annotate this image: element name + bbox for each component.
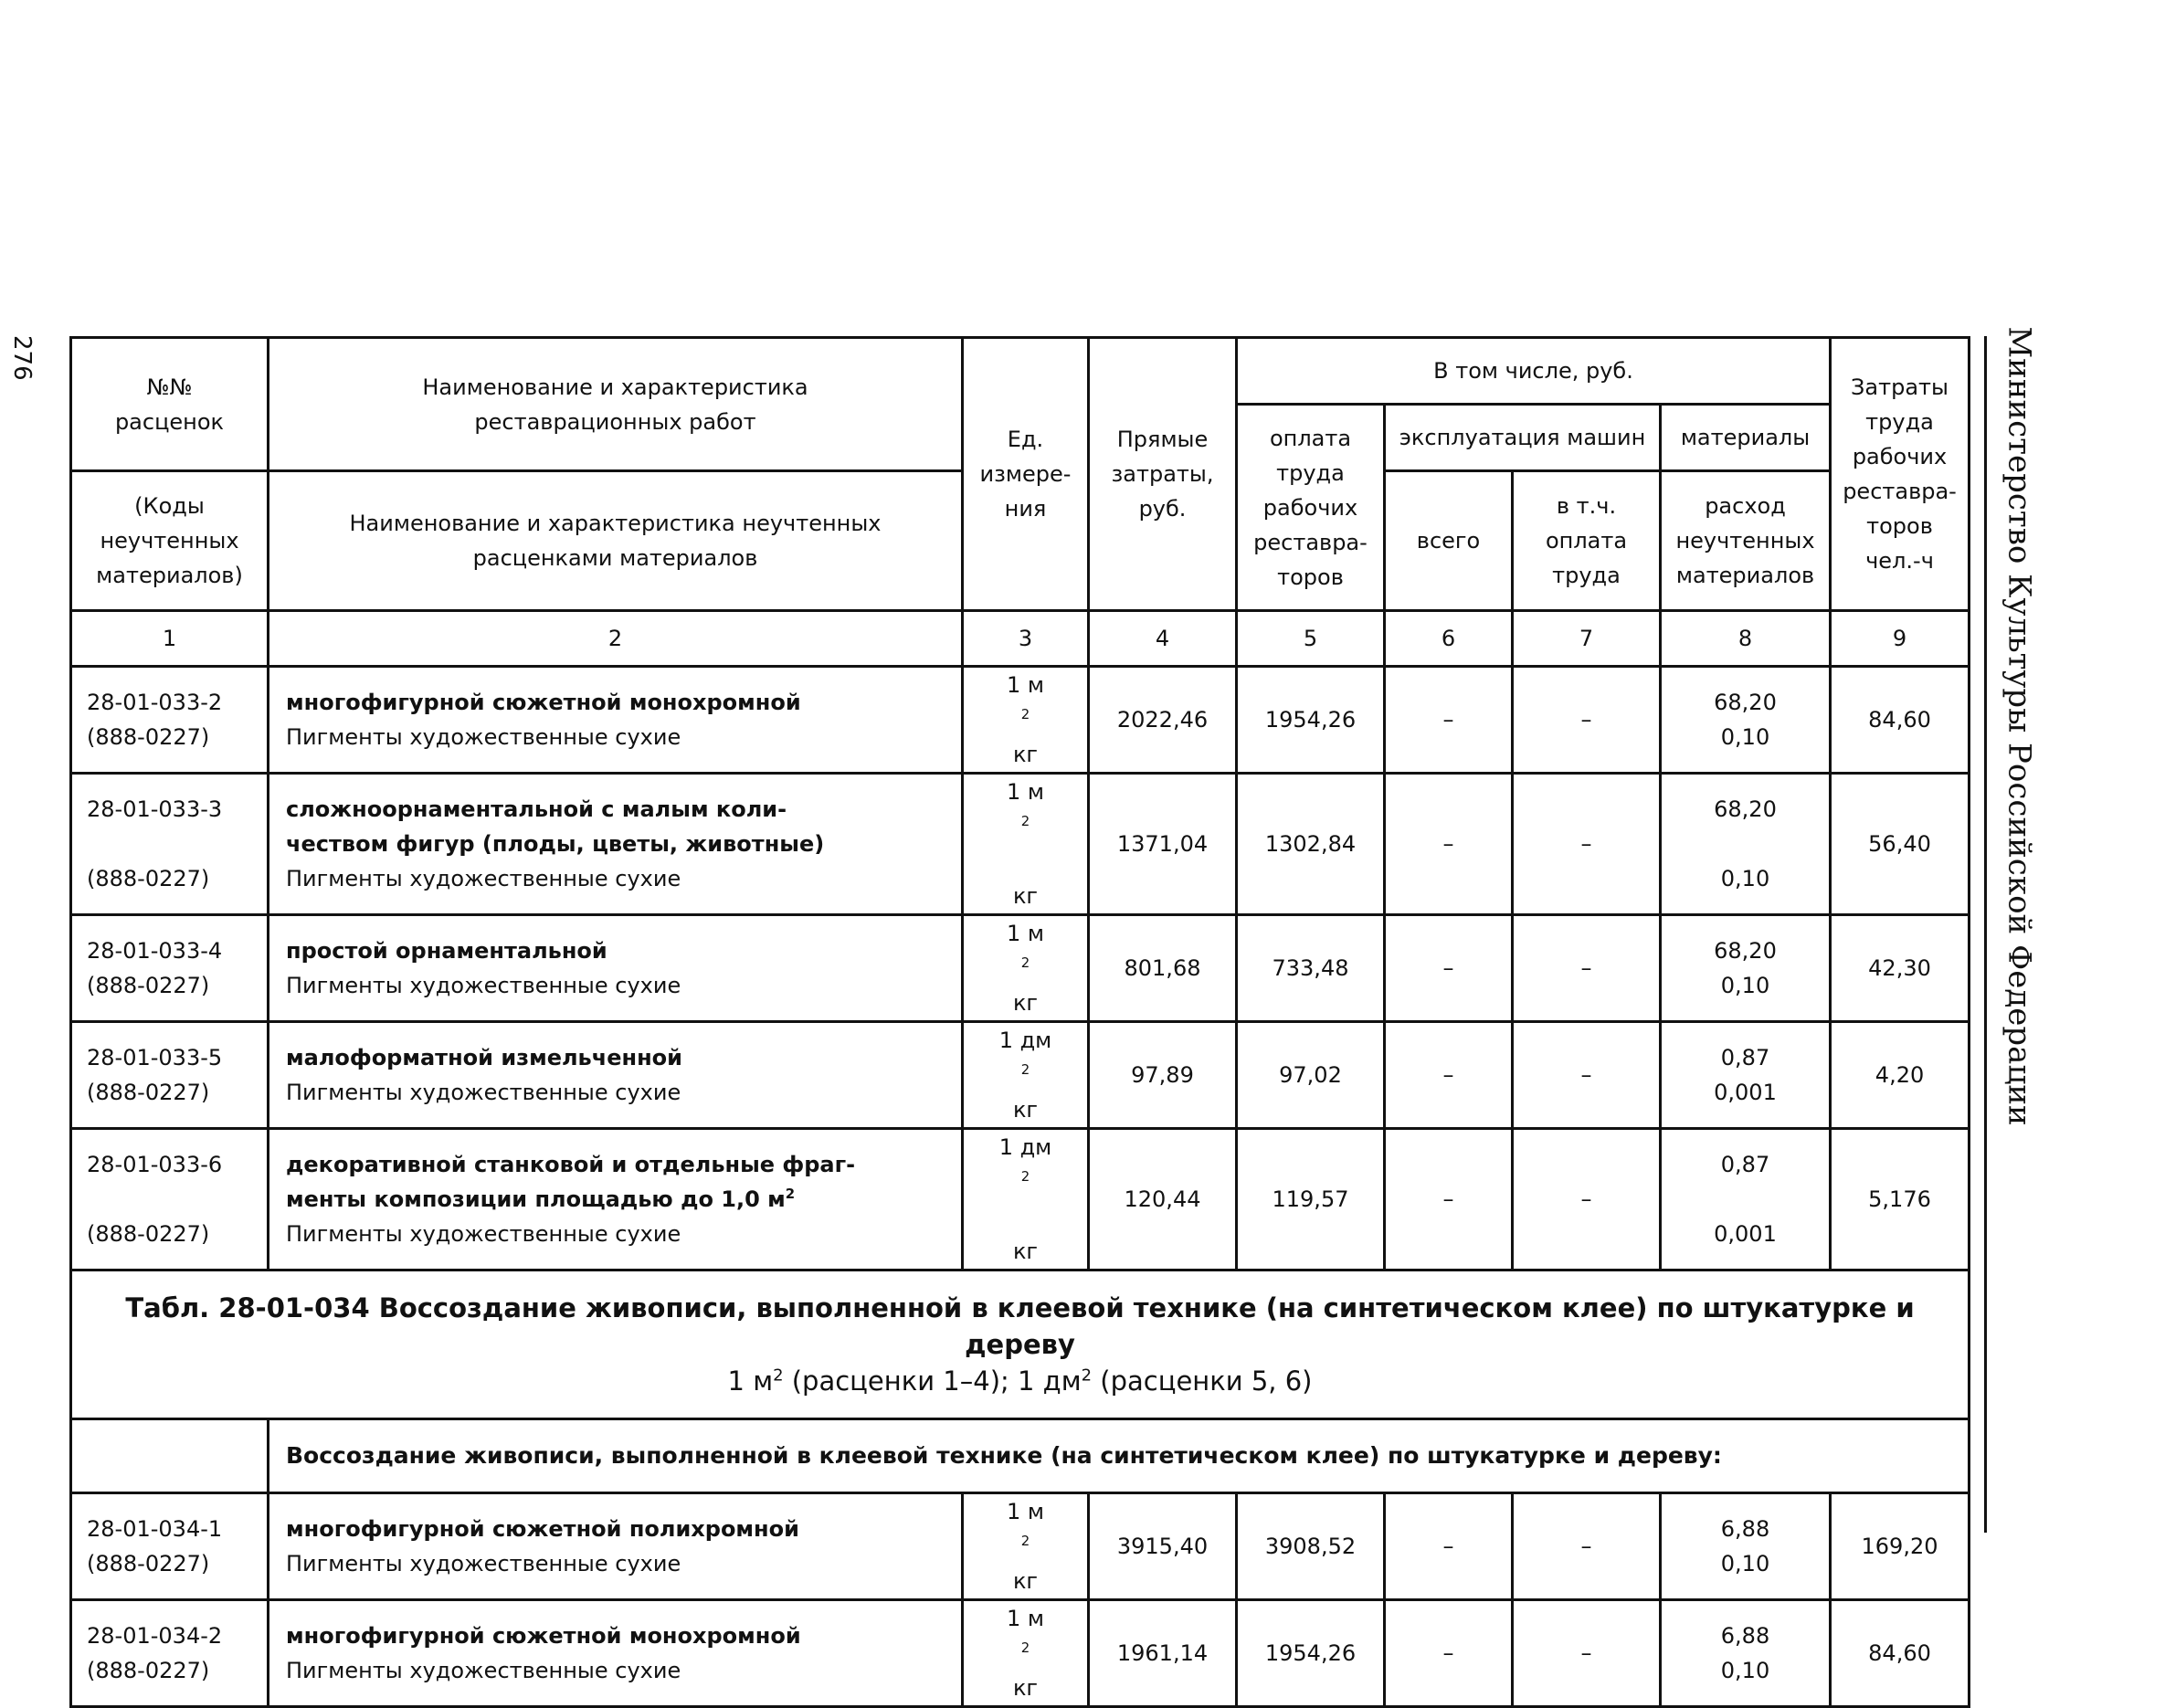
machines-labor-cell: – <box>1513 1022 1661 1129</box>
header-row-1 <box>71 338 1970 405</box>
section-empty-cell <box>71 1419 269 1493</box>
rate-code-cell: 28-01-033-5 (888-0227) <box>71 1022 269 1129</box>
rate-code-cell: 28-01-033-2 (888-0227) <box>71 667 269 774</box>
rate-code-cell: 28-01-033-4 (888-0227) <box>71 915 269 1022</box>
page-number: 276 <box>8 335 36 381</box>
rate-code-cell: 28-01-033-6 (888-0227) <box>71 1129 269 1270</box>
machines-labor-cell: – <box>1513 1129 1661 1270</box>
machines-labor-cell: – <box>1513 1600 1661 1707</box>
header-materials: материалы <box>1661 405 1831 471</box>
machines-labor-cell: – <box>1513 915 1661 1022</box>
table-row <box>71 774 1970 915</box>
rate-code-cell: 28-01-034-1 (888-0227) <box>71 1493 269 1600</box>
side-title-text: Министерство Культуры Российской Федерации <box>2001 326 2039 1126</box>
machines-total-cell: – <box>1385 1600 1513 1707</box>
work-name-cell: многофигурной сюжетной полихромной Пигменты художественные сухие <box>269 1493 963 1600</box>
direct-cost-cell: 120,44 <box>1089 1129 1237 1270</box>
labor-cost-cell: 4,20 <box>1831 1022 1970 1129</box>
rate-code-cell: 28-01-033-3 (888-0227) <box>71 774 269 915</box>
direct-cost-cell: 801,68 <box>1089 915 1237 1022</box>
direct-cost-cell: 1961,14 <box>1089 1600 1237 1707</box>
machines-labor-cell: – <box>1513 1493 1661 1600</box>
machines-total-cell: – <box>1385 1129 1513 1270</box>
table-units: 1 $м^2$ (расценки 1–4); 1 $дм^2$ (расценки 5, 6) <box>727 1365 1313 1397</box>
direct-cost-cell: 97,89 <box>1089 1022 1237 1129</box>
direct-cost-cell: 3915,40 <box>1089 1493 1237 1600</box>
header-machines-labor: в т.ч. оплата труда <box>1513 471 1661 611</box>
col-number: 2 <box>269 611 963 667</box>
materials-cell: 0,87 0,001 <box>1661 1022 1831 1129</box>
unit-cell: 1 м $^2$ кг <box>963 667 1089 774</box>
table-title-row <box>71 1270 1970 1419</box>
section-title: Воссоздание живописи, выполненной в клеевой технике (на синтетическом клее) по штукатурке и дереву: <box>269 1419 1970 1493</box>
labor-cost-cell: 84,60 <box>1831 1600 1970 1707</box>
labor-cost-cell: 42,30 <box>1831 915 1970 1022</box>
materials-cell: 68,20 0,10 <box>1661 667 1831 774</box>
table-row <box>71 1493 1970 1600</box>
header-machines-total: всего <box>1385 471 1513 611</box>
unit-cell: 1 м $^2$ кг <box>963 1600 1089 1707</box>
machines-total-cell: – <box>1385 915 1513 1022</box>
col-number: 4 <box>1089 611 1237 667</box>
header-unit: Ед. измере- ния <box>963 338 1089 611</box>
labor-pay-cell: 97,02 <box>1237 1022 1385 1129</box>
work-name-cell: малоформатной измельченной Пигменты художественные сухие <box>269 1022 963 1129</box>
machines-total-cell: – <box>1385 1022 1513 1129</box>
direct-cost-cell: 2022,46 <box>1089 667 1237 774</box>
materials-cell: 68,20 0,10 <box>1661 915 1831 1022</box>
col-number: 3 <box>963 611 1089 667</box>
work-name-cell: многофигурной сюжетной монохромной Пигменты художественные сухие <box>269 667 963 774</box>
header-code: №№ расценок <box>71 338 269 471</box>
header-labor-cost: Затраты труда рабочих реставра- торов чел.-ч <box>1831 338 1970 611</box>
labor-cost-cell: 56,40 <box>1831 774 1970 915</box>
table-row <box>71 1600 1970 1707</box>
header-material-names: Наименование и характеристика неучтенных расценками материалов <box>269 471 963 611</box>
column-numbers-row <box>71 611 1970 667</box>
unit-cell: 1 дм $^2$ кг <box>963 1129 1089 1270</box>
rate-code-cell: 28-01-034-2 (888-0227) <box>71 1600 269 1707</box>
table-row <box>71 1022 1970 1129</box>
section-row <box>71 1419 1970 1493</box>
machines-labor-cell: – <box>1513 667 1661 774</box>
materials-cell: 6,88 0,10 <box>1661 1493 1831 1600</box>
machines-labor-cell: – <box>1513 774 1661 915</box>
machines-total-cell: – <box>1385 774 1513 915</box>
header-direct-costs: Прямые затраты, руб. <box>1089 338 1237 611</box>
table-row <box>71 915 1970 1022</box>
col-number: 7 <box>1513 611 1661 667</box>
header-machines: эксплуатация машин <box>1385 405 1661 471</box>
header-work-name: Наименование и характеристика реставрационных работ <box>269 338 963 471</box>
col-number: 1 <box>71 611 269 667</box>
labor-cost-cell: 84,60 <box>1831 667 1970 774</box>
unit-cell: 1 м $^2$ кг <box>963 1493 1089 1600</box>
col-number: 8 <box>1661 611 1831 667</box>
materials-cell: 0,87 0,001 <box>1661 1129 1831 1270</box>
unit-cell: 1 м $^2$ кг <box>963 774 1089 915</box>
machines-total-cell: – <box>1385 1493 1513 1600</box>
work-name-cell: сложноорнаментальной с малым коли- чеством фигур (плоды, цветы, животные) Пигменты художественные сухие <box>269 774 963 915</box>
labor-pay-cell: 1954,26 <box>1237 667 1385 774</box>
table-row <box>71 667 1970 774</box>
work-name-cell: декоративной станковой и отдельные фраг- менты композиции площадью до 1,0 $м^2$ Пигменты художественные сухие <box>269 1129 963 1270</box>
direct-cost-cell: 1371,04 <box>1089 774 1237 915</box>
table-title-cell <box>71 1270 1970 1419</box>
header-materials-use: расход неучтенных материалов <box>1661 471 1831 611</box>
labor-pay-cell: 1302,84 <box>1237 774 1385 915</box>
col-number: 5 <box>1237 611 1385 667</box>
side-title <box>1996 326 2044 1126</box>
materials-cell: 68,20 0,10 <box>1661 774 1831 915</box>
unit-cell: 1 м $^2$ кг <box>963 915 1089 1022</box>
labor-pay-cell: 119,57 <box>1237 1129 1385 1270</box>
table-title: Табл. 28-01-034 Воссоздание живописи, выполненной в клеевой технике (на синтетическом клее) по штукатурке и дереву <box>125 1292 1915 1360</box>
labor-pay-cell: 733,48 <box>1237 915 1385 1022</box>
header-labor-pay: оплата труда рабочих реставра- торов <box>1237 405 1385 611</box>
header-including: В том числе, руб. <box>1237 338 1831 405</box>
work-name-cell: простой орнаментальной Пигменты художественные сухие <box>269 915 963 1022</box>
materials-cell: 6,88 0,10 <box>1661 1600 1831 1707</box>
labor-cost-cell: 169,20 <box>1831 1493 1970 1600</box>
labor-cost-cell: 5,176 <box>1831 1129 1970 1270</box>
labor-pay-cell: 3908,52 <box>1237 1493 1385 1600</box>
machines-total-cell: – <box>1385 667 1513 774</box>
unit-cell: 1 дм $^2$ кг <box>963 1022 1089 1129</box>
table-row <box>71 1129 1970 1270</box>
labor-pay-cell: 1954,26 <box>1237 1600 1385 1707</box>
col-number: 6 <box>1385 611 1513 667</box>
side-divider <box>1984 336 1987 1533</box>
rates-table <box>69 336 1970 1708</box>
col-number: 9 <box>1831 611 1970 667</box>
header-material-codes: (Коды неучтенных материалов) <box>71 471 269 611</box>
work-name-cell: многофигурной сюжетной монохромной Пигменты художественные сухие <box>269 1600 963 1707</box>
